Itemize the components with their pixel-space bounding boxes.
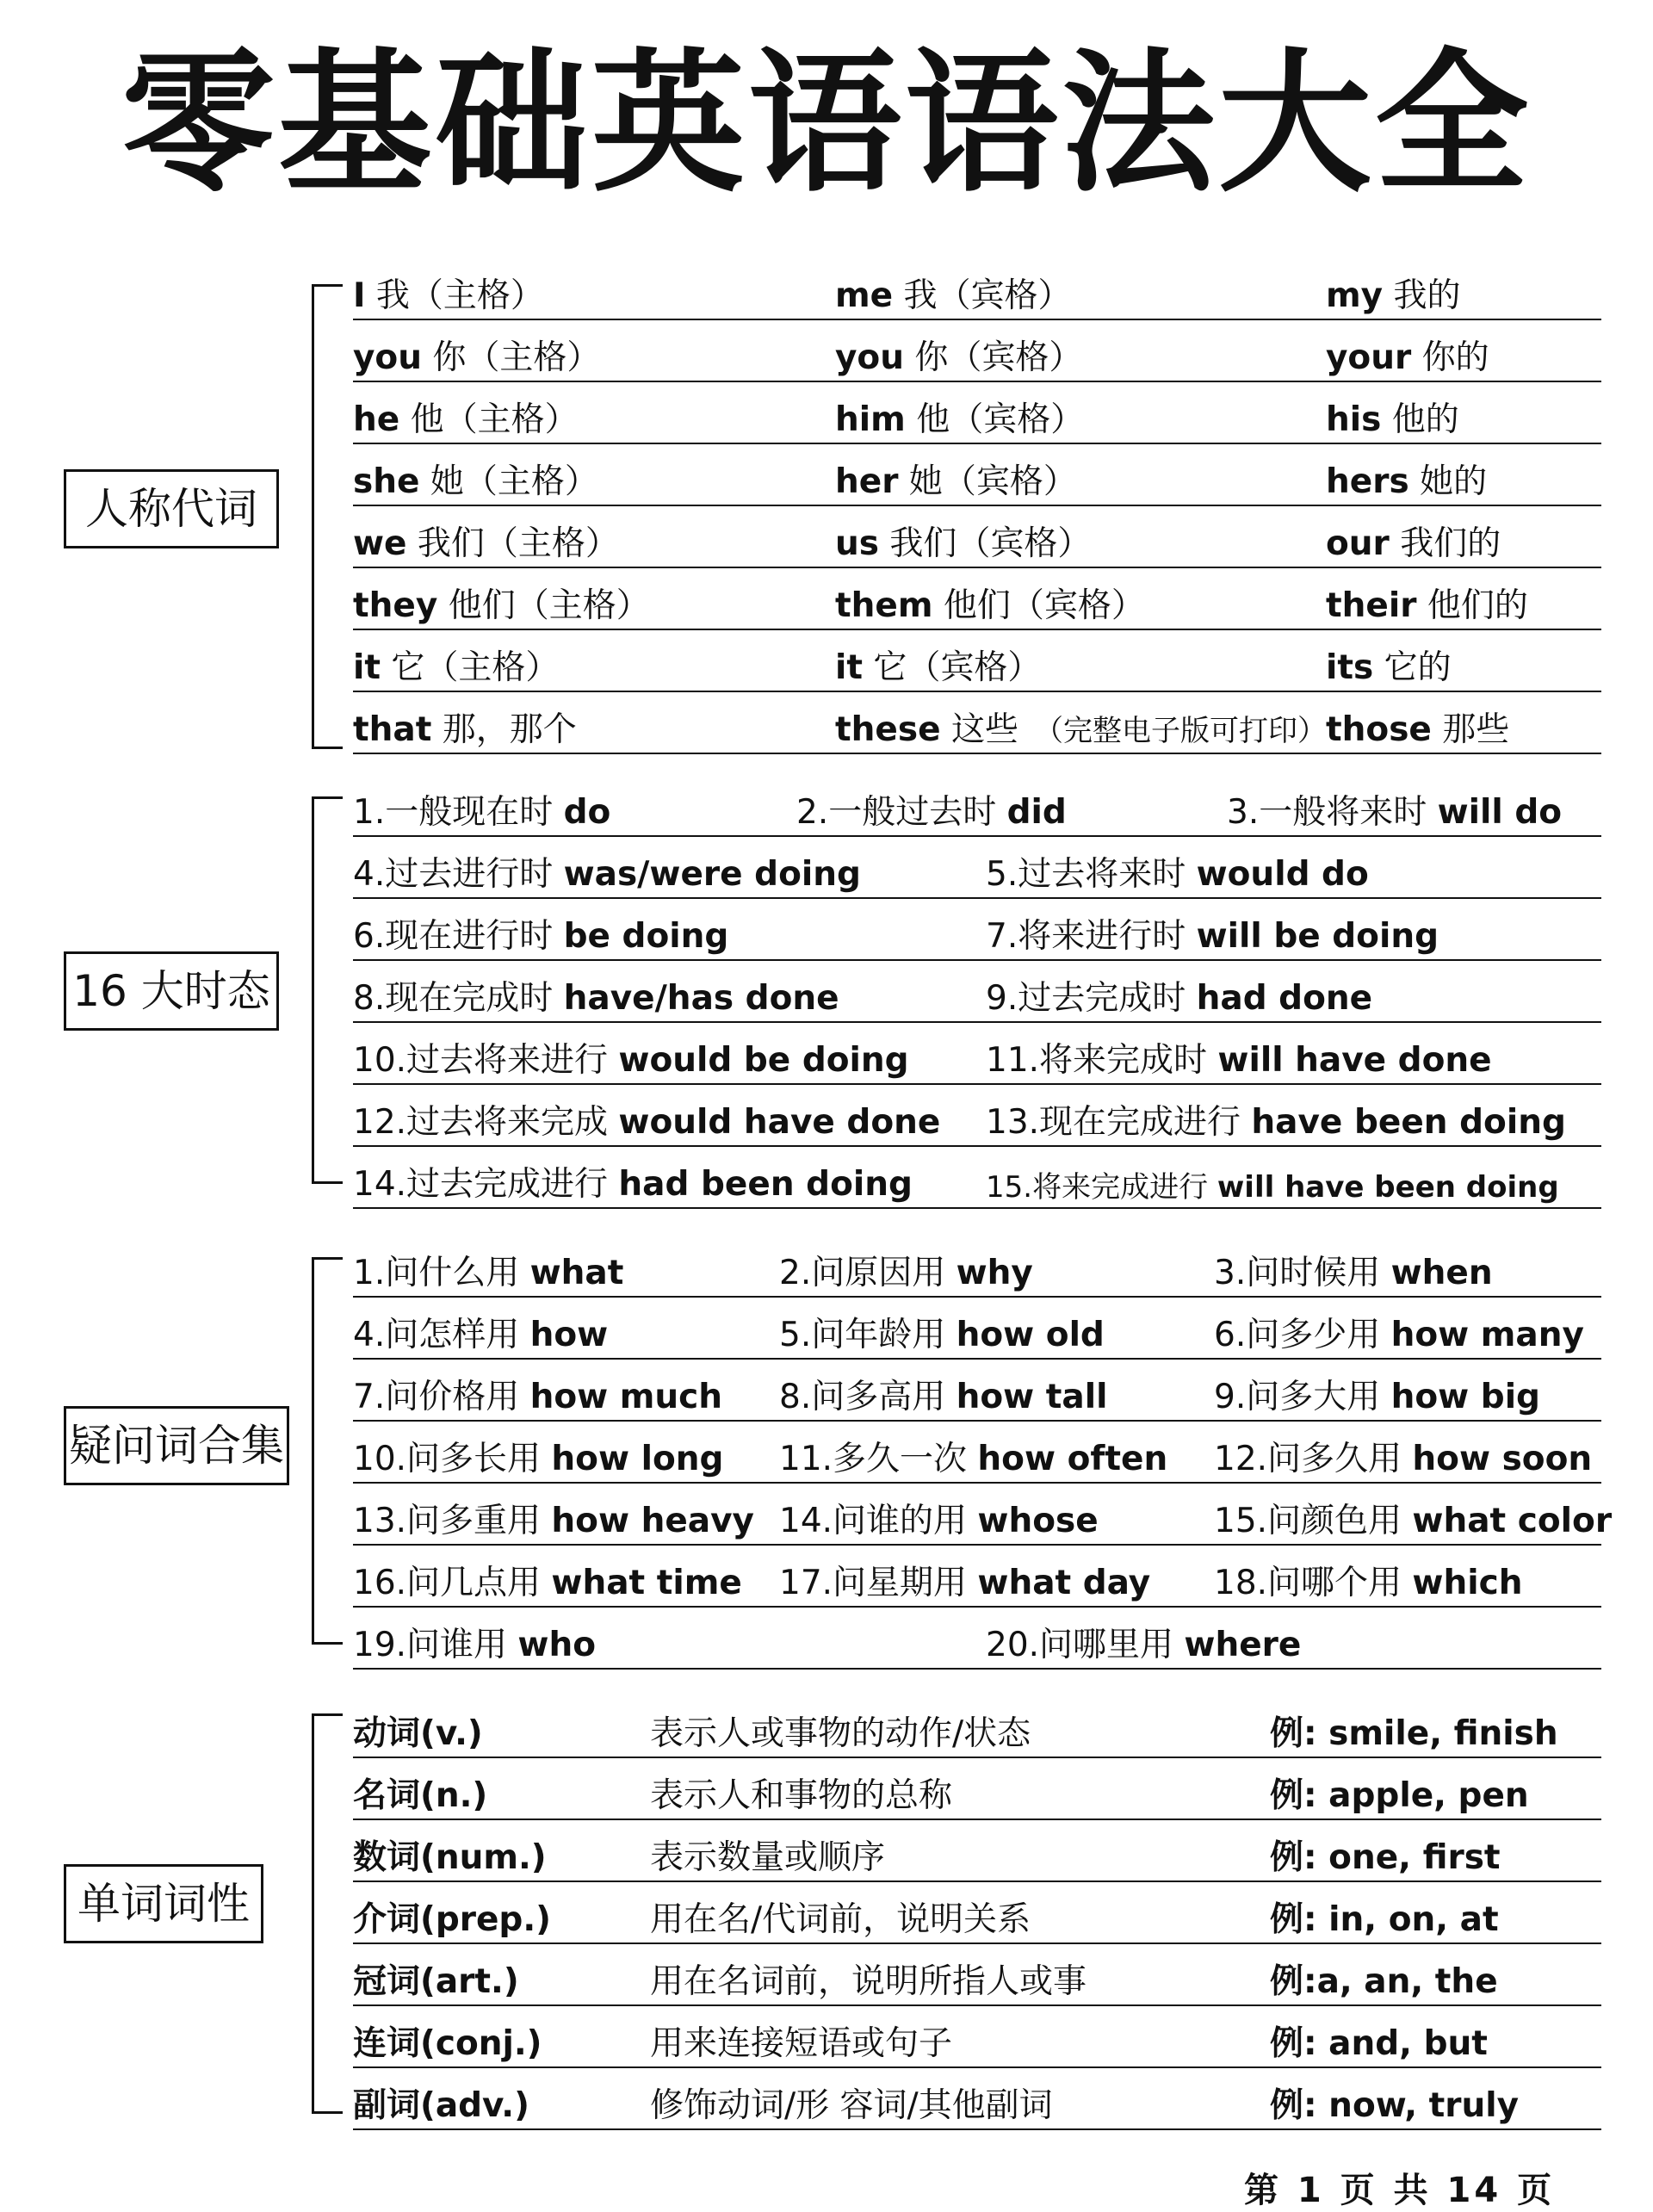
question-desc: 14.问谁的用 (779, 1502, 978, 1541)
tense-row (353, 961, 1601, 1023)
pronoun-cn: 他（宾格） (916, 400, 1085, 440)
pronoun-en: these (835, 710, 941, 750)
pronoun-row (353, 692, 1601, 754)
question-cell (1214, 1503, 1612, 1540)
question-word: whose (977, 1502, 1099, 1541)
pos-row (353, 1696, 1601, 1758)
row-underline (353, 1668, 1601, 1670)
tense-cell (353, 981, 839, 1018)
pronoun-cell (1326, 402, 1459, 439)
tense-name: 8.现在完成时 (353, 979, 564, 1019)
tense-row (353, 1147, 1601, 1209)
pronoun-cell (1326, 588, 1528, 625)
pronoun-cell (835, 588, 1145, 625)
pronoun-en: our (1326, 524, 1390, 564)
page-footer: 第 1 页 共 14 页 (1244, 2171, 1556, 2210)
question-desc: 2.问原因用 (779, 1254, 957, 1293)
question-cell (779, 1255, 1033, 1292)
tense-cell (353, 1043, 909, 1080)
question-desc: 17.问星期用 (779, 1564, 978, 1603)
question-word: which (1412, 1564, 1523, 1603)
tense-row (353, 1023, 1601, 1085)
pronoun-cn: 它（宾格） (873, 648, 1042, 688)
pronoun-cell (353, 402, 579, 439)
row-underline (353, 753, 1601, 754)
pronoun-en: they (353, 586, 438, 626)
tense-form: had done (1196, 979, 1373, 1019)
tense-row (353, 837, 1601, 899)
pronoun-en: her (835, 462, 899, 502)
pronoun-en: him (835, 400, 906, 440)
question-desc: 4.问怎样用 (353, 1316, 530, 1355)
pos-example: 例: smile, finish (1270, 1714, 1558, 1754)
tense-name: 1.一般现在时 (353, 793, 564, 833)
pronoun-cn: 他们（宾格） (943, 586, 1145, 626)
question-word: what time (551, 1564, 742, 1603)
pronoun-en: his (1326, 400, 1382, 440)
pronoun-en: us (835, 524, 879, 564)
tense-cell (353, 1167, 913, 1204)
row-underline (353, 2128, 1601, 2130)
pronoun-cn: 那，那个 (442, 710, 577, 750)
pos-desc: 表示人和事物的总称 (650, 1776, 953, 1816)
pos-label: 单词词性 (64, 1864, 263, 1943)
question-word: how tall (956, 1378, 1108, 1417)
tense-row (353, 899, 1601, 961)
pronoun-row (353, 630, 1601, 692)
question-word: what color (1412, 1502, 1613, 1541)
tense-form: did (1006, 793, 1067, 833)
pos-desc: 用来连接短语或句子 (650, 2024, 953, 2064)
tense-name: 12.过去将来完成 (353, 1103, 619, 1143)
tense-name: 7.将来进行时 (986, 917, 1197, 957)
pronoun-cell (1326, 340, 1489, 377)
question-desc: 12.问多久用 (1214, 1440, 1413, 1479)
pos-row (353, 1758, 1601, 1820)
tense-form: will have done (1217, 1041, 1492, 1081)
pronoun-cn: 他们的 (1427, 586, 1528, 626)
question-desc: 10.问多长用 (353, 1440, 552, 1479)
tense-name: 11.将来完成时 (986, 1041, 1218, 1081)
tense-form: be doing (563, 917, 729, 957)
tenses-brace (312, 796, 343, 1184)
tense-cell (1227, 795, 1562, 832)
questions-brace (312, 1257, 343, 1645)
tense-cell (986, 1169, 1559, 1205)
questions-label: 疑问词合集 (64, 1406, 289, 1485)
pronoun-cell (835, 712, 1327, 749)
pronoun-cell (835, 526, 1091, 563)
pronoun-row (353, 444, 1601, 506)
tense-name: 3.一般将来时 (1227, 793, 1438, 833)
pronoun-cell (353, 712, 577, 749)
pronoun-en: your (1326, 338, 1412, 378)
question-word: what day (977, 1564, 1151, 1603)
pos-desc: 用在名词前，说明所指人或事 (650, 1962, 1087, 2002)
pronoun-cn: 我（主格） (375, 276, 544, 316)
tense-form: will do (1437, 793, 1563, 833)
question-desc: 19.问谁用 (353, 1626, 518, 1665)
question-cell (353, 1379, 722, 1416)
pronoun-cn: 他们（主格） (448, 586, 650, 626)
pos-row (353, 1882, 1601, 1944)
tense-cell (986, 857, 1369, 894)
tense-form: would be doing (618, 1041, 909, 1081)
tense-form: had been doing (618, 1165, 913, 1205)
question-cell (1214, 1441, 1592, 1478)
pronoun-en: that (353, 710, 432, 750)
question-row (353, 1298, 1601, 1360)
pos-desc: 表示人或事物的动作/状态 (650, 1714, 1031, 1754)
question-desc: 9.问多大用 (1214, 1378, 1391, 1417)
pos-example: 例: apple, pen (1270, 1776, 1529, 1816)
pronoun-en: we (353, 524, 407, 564)
pronoun-note: （完整电子版可打印） (1033, 714, 1327, 749)
question-row (353, 1484, 1613, 1546)
pronoun-en: my (1326, 276, 1384, 316)
question-word: how soon (1412, 1440, 1593, 1479)
tense-cell (986, 1105, 1566, 1142)
pronoun-en: it (353, 648, 381, 688)
question-desc: 16.问几点用 (353, 1564, 552, 1603)
question-cell (986, 1627, 1301, 1664)
pronoun-cn: 我们的 (1400, 524, 1501, 564)
pos-row (353, 1944, 1601, 2006)
question-cell (779, 1379, 1107, 1416)
pronoun-cell (1326, 464, 1487, 501)
tense-cell (986, 919, 1439, 956)
pronoun-row (353, 258, 1601, 320)
pronoun-cell (1326, 278, 1460, 315)
pos-row (353, 2068, 1601, 2130)
question-desc: 18.问哪个用 (1214, 1564, 1413, 1603)
tense-name: 13.现在完成进行 (986, 1103, 1252, 1143)
pronoun-cn: 它（主格） (391, 648, 560, 688)
pos-desc: 用在名/代词前，说明关系 (650, 1900, 1031, 1940)
pronoun-row (353, 568, 1601, 630)
pronoun-cell (353, 588, 650, 625)
question-cell (353, 1565, 742, 1602)
question-desc: 3.问时候用 (1214, 1254, 1391, 1293)
pos-name: 动词(v.) (353, 1714, 483, 1754)
question-cell (1214, 1379, 1540, 1416)
question-word: where (1184, 1626, 1302, 1665)
pronoun-cn: 她（主格） (430, 462, 598, 502)
pronoun-cn: 我的 (1393, 276, 1461, 316)
question-cell (779, 1503, 1099, 1540)
pronoun-en: you (353, 338, 422, 378)
pronouns-label: 人称代词 (64, 469, 279, 548)
question-row (353, 1546, 1601, 1608)
question-cell (779, 1441, 1167, 1478)
question-row (353, 1422, 1601, 1484)
pronoun-en: he (353, 400, 400, 440)
pronoun-cn: 你的 (1421, 338, 1489, 378)
pronoun-cn: 我（宾格） (903, 276, 1072, 316)
pronoun-cell (835, 650, 1041, 687)
tense-cell (353, 857, 861, 894)
tense-name: 6.现在进行时 (353, 917, 564, 957)
tense-form: have been doing (1251, 1103, 1566, 1143)
question-word: how much (529, 1378, 723, 1417)
pos-name: 连词(conj.) (353, 2024, 542, 2064)
pronoun-cn: 它的 (1384, 648, 1452, 688)
pronoun-en: I (353, 276, 366, 316)
tense-name: 10.过去将来进行 (353, 1041, 619, 1081)
question-cell (1214, 1565, 1522, 1602)
pronoun-cn: 她的 (1420, 462, 1488, 502)
tense-form: was/were doing (563, 855, 861, 895)
pronoun-en: their (1326, 586, 1417, 626)
pronoun-cn: 他（主格） (410, 400, 579, 440)
page-title: 零基础英语语法大全 (121, 34, 1532, 213)
question-desc: 8.问多高用 (779, 1378, 957, 1417)
pronoun-cn: 他的 (1391, 400, 1459, 440)
question-word: what (529, 1254, 624, 1293)
pos-name: 副词(adv.) (353, 2086, 529, 2126)
pronoun-cn: 你（主格） (432, 338, 601, 378)
pronoun-cell (835, 340, 1082, 377)
question-word: when (1390, 1254, 1493, 1293)
tense-row (353, 1085, 1601, 1147)
tense-cell (353, 1105, 940, 1142)
tense-name: 15.将来完成进行 (986, 1169, 1217, 1205)
tense-name: 14.过去完成进行 (353, 1165, 619, 1205)
tense-row (353, 775, 1601, 837)
question-desc: 7.问价格用 (353, 1378, 530, 1417)
pronoun-cell (353, 278, 544, 315)
pronoun-en: she (353, 462, 420, 502)
question-cell (353, 1317, 608, 1354)
tense-form: have/has done (563, 979, 839, 1019)
question-word: how old (956, 1316, 1105, 1355)
pronoun-cn: 她（宾格） (908, 462, 1077, 502)
question-word: why (956, 1254, 1033, 1293)
pronoun-cell (835, 278, 1072, 315)
pos-name: 介词(prep.) (353, 1900, 551, 1940)
pos-example: 例: one, first (1270, 1838, 1501, 1878)
question-cell (353, 1503, 754, 1540)
pos-example: 例: and, but (1270, 2024, 1488, 2064)
pronoun-row (353, 506, 1601, 568)
pronoun-cell (353, 340, 600, 377)
pos-row (353, 1820, 1601, 1882)
question-word: who (517, 1626, 597, 1665)
question-word: how often (977, 1440, 1168, 1479)
pos-name: 数词(num.) (353, 1838, 547, 1878)
pos-name: 冠词(art.) (353, 1962, 519, 2002)
question-cell (779, 1317, 1105, 1354)
pronoun-cell (835, 464, 1077, 501)
question-word: how big (1390, 1378, 1540, 1417)
question-desc: 11.多久一次 (779, 1440, 978, 1479)
question-word: how many (1390, 1316, 1584, 1355)
question-word: how long (551, 1440, 724, 1479)
question-cell (353, 1441, 723, 1478)
pos-name: 名词(n.) (353, 1776, 488, 1816)
question-desc: 1.问什么用 (353, 1254, 530, 1293)
tense-form: will be doing (1196, 917, 1439, 957)
tense-cell (353, 795, 610, 832)
pronoun-en: its (1326, 648, 1374, 688)
pronoun-en: hers (1326, 462, 1409, 502)
tense-cell (986, 981, 1372, 1018)
pronoun-cell (1326, 526, 1501, 563)
pronoun-row (353, 320, 1601, 382)
question-cell (353, 1627, 596, 1664)
tense-cell (353, 919, 728, 956)
pos-desc: 修饰动词/形 容词/其他副词 (650, 2086, 1053, 2126)
question-desc: 5.问年龄用 (779, 1316, 957, 1355)
pronoun-cn: 那些 (1442, 710, 1510, 750)
question-desc: 13.问多重用 (353, 1502, 552, 1541)
question-row (353, 1360, 1601, 1422)
question-desc: 15.问颜色用 (1214, 1502, 1413, 1541)
pronoun-cell (353, 526, 619, 563)
pronouns-brace (312, 284, 343, 749)
tense-name: 4.过去进行时 (353, 855, 564, 895)
pronoun-en: me (835, 276, 894, 316)
pronoun-en: those (1326, 710, 1432, 750)
pos-example: 例:a, an, the (1270, 1962, 1498, 2002)
pronoun-cell (835, 402, 1084, 439)
pronoun-cn: 你（宾格） (914, 338, 1083, 378)
tense-name: 5.过去将来时 (986, 855, 1197, 895)
pronoun-cell (1326, 712, 1509, 749)
tenses-label: 16 大时态 (64, 951, 279, 1031)
pronoun-cn: 我们（主格） (417, 524, 619, 564)
question-desc: 20.问哪里用 (986, 1626, 1185, 1665)
question-desc: 6.问多少用 (1214, 1316, 1391, 1355)
question-row (353, 1608, 1601, 1670)
pos-row (353, 2006, 1601, 2068)
pronoun-en: it (835, 648, 864, 688)
row-underline (353, 1207, 1601, 1209)
question-row (353, 1236, 1601, 1298)
tense-form: would have done (618, 1103, 941, 1143)
pronoun-cn: 这些 (950, 710, 1018, 750)
pronoun-cell (353, 464, 598, 501)
tense-name: 9.过去完成时 (986, 979, 1197, 1019)
question-word: how (529, 1316, 609, 1355)
question-word: how heavy (551, 1502, 754, 1541)
pronoun-cell (1326, 650, 1452, 687)
tense-form: will have been doing (1217, 1169, 1559, 1205)
question-cell (1214, 1255, 1493, 1292)
tense-form: would do (1196, 855, 1369, 895)
pronoun-cn: 我们（宾格） (889, 524, 1092, 564)
pronoun-en: you (835, 338, 904, 378)
tense-name: 2.一般过去时 (796, 793, 1007, 833)
question-cell (1214, 1317, 1584, 1354)
tense-form: do (563, 793, 611, 833)
question-cell (779, 1565, 1150, 1602)
pos-brace (312, 1713, 343, 2114)
tense-cell (796, 795, 1067, 832)
pronoun-row (353, 382, 1601, 444)
pronoun-cell (353, 650, 559, 687)
pronoun-en: them (835, 586, 933, 626)
question-cell (353, 1255, 623, 1292)
tense-cell (986, 1043, 1492, 1080)
pos-example: 例: now, truly (1270, 2086, 1520, 2126)
pos-example: 例: in, on, at (1270, 1900, 1499, 1940)
pos-desc: 表示数量或顺序 (650, 1838, 886, 1878)
